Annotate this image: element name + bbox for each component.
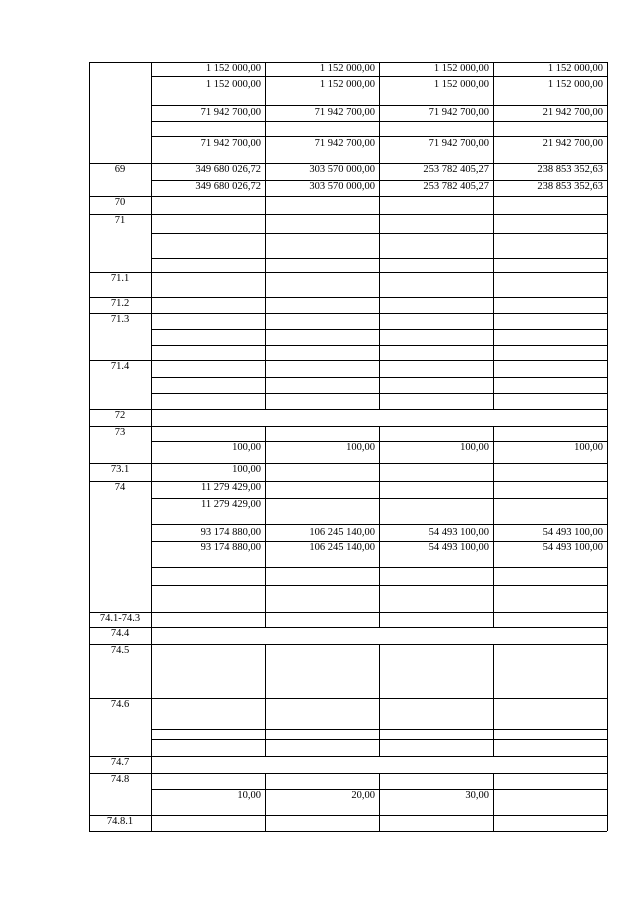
value-cell: 71 942 700,00 — [200, 138, 261, 149]
row-label: 74.1-74.3 — [99, 613, 141, 624]
value-cell: 100,00 — [232, 464, 261, 475]
value-cell: 10,00 — [237, 790, 261, 801]
row-label: 73.1 — [110, 464, 130, 475]
row-label: 74 — [114, 482, 126, 493]
value-cell: 253 782 405,27 — [423, 181, 489, 192]
value-cell: 100,00 — [346, 442, 375, 453]
value-cell: 54 493 100,00 — [542, 527, 603, 538]
value-cell: 349 680 026,72 — [195, 181, 261, 192]
value-cell: 100,00 — [460, 442, 489, 453]
value-cell: 71 942 700,00 — [428, 107, 489, 118]
value-cell: 1 152 000,00 — [433, 79, 489, 90]
value-cell: 1 152 000,00 — [547, 63, 603, 74]
value-cell: 93 174 880,00 — [200, 542, 261, 553]
row-label: 71.2 — [110, 298, 130, 309]
row-label: 74.8 — [110, 774, 130, 785]
value-cell: 1 152 000,00 — [433, 63, 489, 74]
row-label: 74.5 — [110, 645, 130, 656]
value-cell: 54 493 100,00 — [428, 542, 489, 553]
value-cell: 303 570 000,00 — [309, 181, 375, 192]
row-label: 72 — [114, 410, 126, 421]
value-cell: 11 279 429,00 — [201, 482, 261, 493]
value-cell: 1 152 000,00 — [319, 63, 375, 74]
row-label: 71 — [114, 215, 126, 226]
value-cell: 20,00 — [351, 790, 375, 801]
value-cell: 238 853 352,63 — [537, 164, 603, 175]
value-cell: 1 152 000,00 — [205, 79, 261, 90]
value-cell: 71 942 700,00 — [200, 107, 261, 118]
value-cell: 21 942 700,00 — [542, 138, 603, 149]
value-cell: 303 570 000,00 — [309, 164, 375, 175]
value-cell: 11 279 429,00 — [201, 499, 261, 510]
row-label: 71.4 — [110, 361, 130, 372]
value-cell: 71 942 700,00 — [428, 138, 489, 149]
value-cell: 106 245 140,00 — [309, 527, 375, 538]
row-label: 74.7 — [110, 757, 130, 768]
value-cell: 54 493 100,00 — [428, 527, 489, 538]
row-label: 71.1 — [110, 273, 130, 284]
row-label: 69 — [114, 164, 126, 175]
value-cell: 1 152 000,00 — [547, 79, 603, 90]
value-cell: 1 152 000,00 — [205, 63, 261, 74]
value-cell: 71 942 700,00 — [314, 107, 375, 118]
value-cell: 238 853 352,63 — [537, 181, 603, 192]
row-label: 74.6 — [110, 699, 130, 710]
value-cell: 253 782 405,27 — [423, 164, 489, 175]
value-cell: 71 942 700,00 — [314, 138, 375, 149]
value-cell: 106 245 140,00 — [309, 542, 375, 553]
value-cell: 1 152 000,00 — [319, 79, 375, 90]
value-cell: 54 493 100,00 — [542, 542, 603, 553]
row-label: 73 — [114, 427, 126, 438]
value-cell: 21 942 700,00 — [542, 107, 603, 118]
row-label: 74.4 — [110, 628, 130, 639]
row-label: 70 — [114, 197, 126, 208]
row-label: 71.3 — [110, 314, 130, 325]
value-cell: 93 174 880,00 — [200, 527, 261, 538]
value-cell: 349 680 026,72 — [195, 164, 261, 175]
value-cell: 30,00 — [465, 790, 489, 801]
row-label: 74.8.1 — [106, 816, 134, 827]
value-cell: 100,00 — [232, 442, 261, 453]
value-cell: 100,00 — [574, 442, 603, 453]
